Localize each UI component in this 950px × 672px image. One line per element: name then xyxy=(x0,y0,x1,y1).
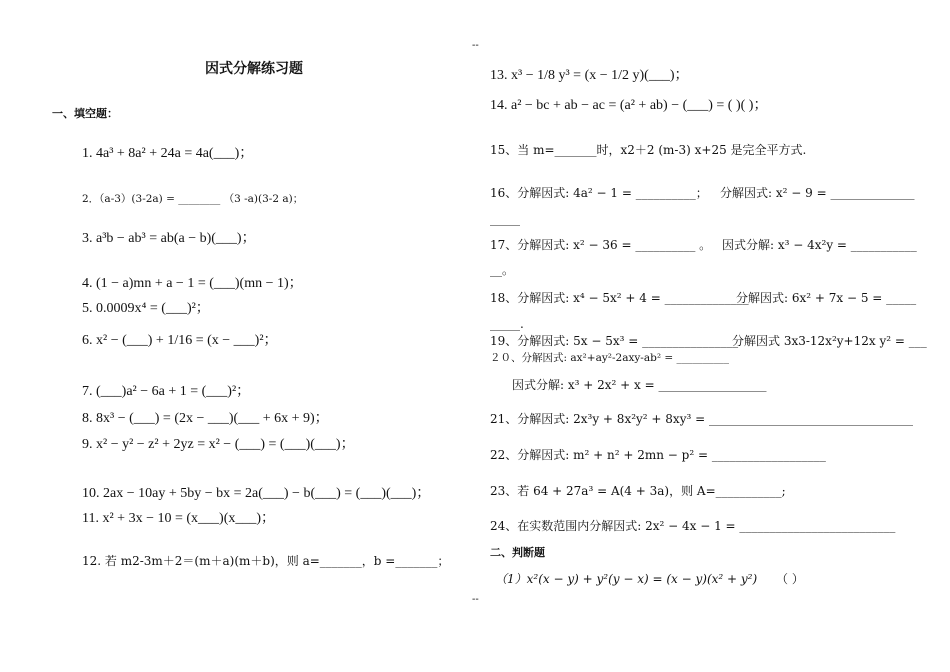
question-9: 9. x² − y² − z² + 2yz = x² − (___) = (___)(___)； xyxy=(82,437,355,452)
question-24: 24、在实数范围内分解因式: 2x² − 4x − 1 = __________________________ xyxy=(490,519,896,533)
question-16a: 16、分解因式: 4a² − 1 = __________； xyxy=(490,186,708,200)
question-4: 4. (1 − a)mn + a − 1 = (___)(mn − 1)； xyxy=(82,276,303,291)
question-11: 11. x² + 3x − 10 = (x___)(x___)； xyxy=(82,511,276,526)
question-10: 10. 2ax − 10ay + 5by − bx = 2a(___) − b(___) = (___)(___)； xyxy=(82,486,431,501)
bottom-mark: -- xyxy=(472,594,479,605)
judge-1-answer-bracket: （ ） xyxy=(776,572,804,586)
section-fill-heading: 一、填空题： xyxy=(52,107,118,120)
question-20a: ２０、分解因式: ax²+ay²-2axy-ab² = __________ xyxy=(490,352,730,364)
page-title: 因式分解练习题 xyxy=(205,61,303,77)
question-6: 6. x² − (___) + 1/16 = (x − ___)²； xyxy=(82,333,278,348)
question-17b: 因式分解: x³ − 4x²y = ___________ xyxy=(722,238,917,252)
question-8: 8. 8x³ − (___) = (2x − ___)(___ + 6x + 9)； xyxy=(82,411,329,426)
question-19b: 分解因式 3x3-12x²y+12x y² = ___ xyxy=(732,334,927,348)
question-17a: 17、分解因式: x² − 36 = __________ 。 xyxy=(490,238,712,252)
question-2: 2．（a-3）(3-2a) = ________ （3 -a)(3-2 a)； xyxy=(82,193,304,205)
question-7: 7. (___)a² − 6a + 1 = (___)²； xyxy=(82,384,251,399)
question-3: 3. a³b − ab³ = ab(a − b)(___)； xyxy=(82,231,256,246)
question-15: 15、当 m=_______时，x2＋2 (m-3) x+25 是完全平方式. xyxy=(490,143,807,157)
question-22: 22、分解因式: m² + n² + 2mn − p² = ___________________ xyxy=(490,448,826,462)
question-18b: 分解因式: 6x² + 7x − 5 = _____ xyxy=(736,291,917,305)
question-1: 1. 4a³ + 8a² + 24a = 4a(___)； xyxy=(82,146,254,161)
top-mark: -- xyxy=(472,40,479,51)
question-16b: 分解因式: x² − 9 = ______________ xyxy=(720,186,915,200)
judge-1-statement: （1）x²(x − y) + y²(y − x) = (x − y)(x² + y²) xyxy=(495,572,758,586)
question-18a: 18、分解因式: x⁴ − 5x² + 4 = ______________ xyxy=(490,291,749,305)
question-13: 13. x³ − 1/8 y³ = (x − 1/2 y)(___)； xyxy=(490,68,689,83)
question-17-continued: __。 xyxy=(490,263,515,277)
question-19a: 19、分解因式: 5x − 5x³ = ________________ xyxy=(490,334,739,348)
section-judge-heading: 二、判断题 xyxy=(490,546,545,559)
question-5: 5. 0.0009x⁴ = (___)²； xyxy=(82,301,210,316)
question-14: 14. a² − bc + ab − ac = (a² + ab) − (___) = ( )( )； xyxy=(490,98,768,113)
question-18-continued: _____. xyxy=(490,317,524,331)
question-21: 21、分解因式: 2x³y + 8x²y² + 8xy³ = __________________________________ xyxy=(490,412,913,426)
question-23: 23、若 64 + 27a³ = A(4 + 3a)，则 A=___________; xyxy=(490,484,786,498)
question-20b: 因式分解: x³ + 2x² + x = __________________ xyxy=(512,378,767,392)
question-16-continued: _____ xyxy=(490,212,520,226)
question-12: 12. 若 m2-3m＋2＝(m＋a)(m＋b)，则 a=_______，b =_______； xyxy=(82,554,450,568)
